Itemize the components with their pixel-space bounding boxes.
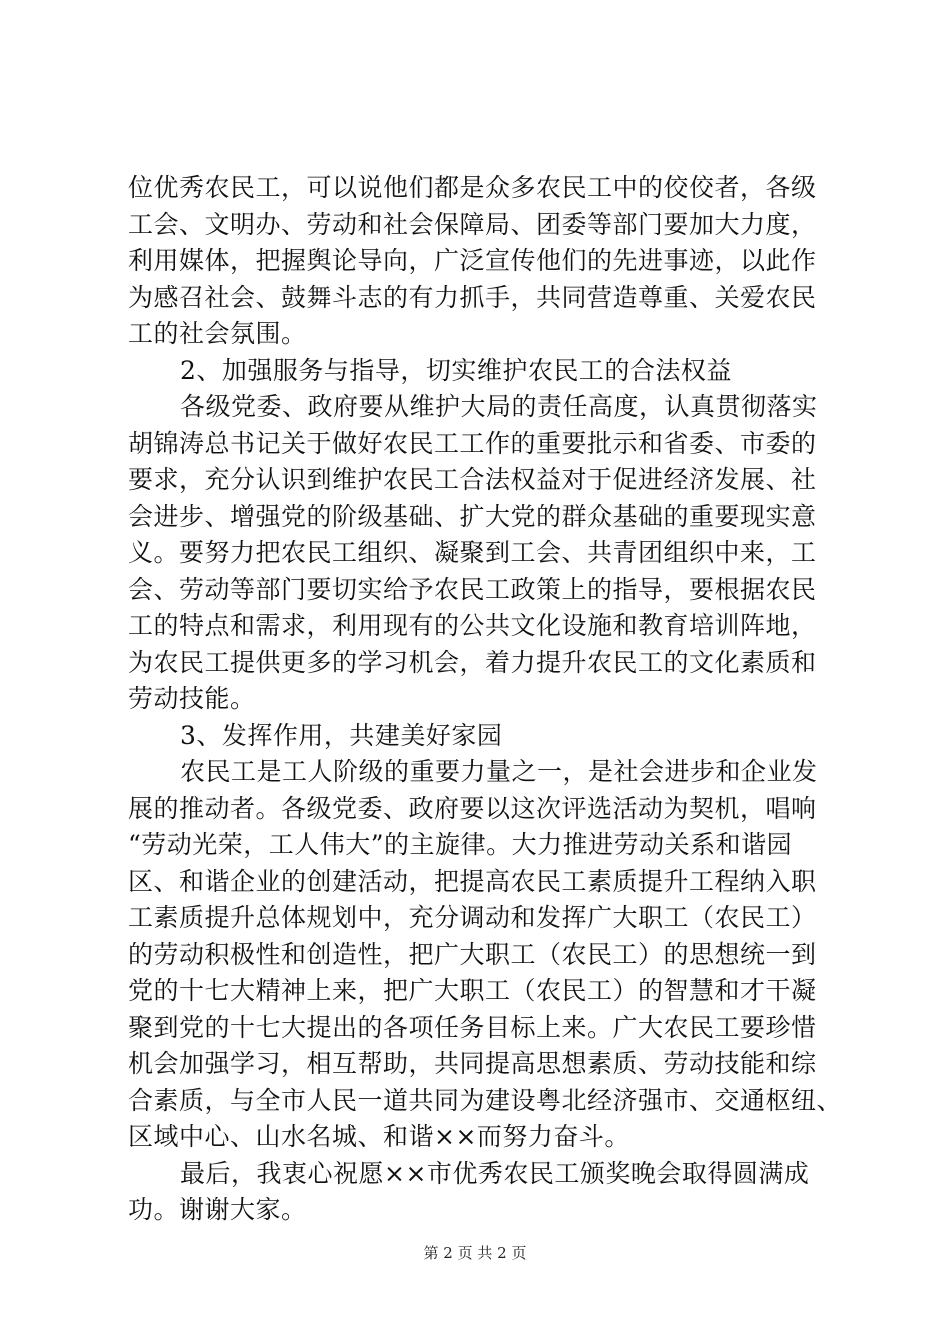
body-line: 为农民工提供更多的学习机会，着力提升农民工的文化素质和 bbox=[128, 647, 817, 677]
body-line: 要求，充分认识到维护农民工合法权益对于促进经济发展、社 bbox=[128, 465, 817, 494]
body-line: 工会、文明办、劳动和社会保障局、团委等部门要加大力度， bbox=[128, 209, 817, 239]
body-line: 工的特点和需求，利用现有的公共文化设施和教育培训阵地， bbox=[128, 611, 817, 640]
body-line: 利用媒体，把握舆论导向，广泛宣传他们的先进事迹，以此作 bbox=[128, 246, 817, 275]
body-line: 农民工是工人阶级的重要力量之一，是社会进步和企业发 bbox=[180, 757, 818, 786]
body-line: 展的推动者。各级党委、政府要以这次评选活动为契机，唱响 bbox=[128, 793, 817, 823]
body-line: 劳动技能。 bbox=[128, 684, 256, 713]
page-number-footer: 第 2 页 共 2 页 bbox=[423, 1244, 527, 1262]
body-line: “劳动光荣，工人伟大”的主旋律。大力推进劳动关系和谐园 bbox=[128, 830, 793, 859]
body-line: 功。谢谢大家。 bbox=[128, 1195, 307, 1224]
body-line: 胡锦涛总书记关于做好农民工工作的重要批示和省委、市委的 bbox=[128, 428, 817, 458]
body-line: 为感召社会、鼓舞斗志的有力抓手，共同营造尊重、关爱农民 bbox=[128, 282, 817, 312]
section-heading: 2、加强服务与指导，切实维护农民工的合法权益 bbox=[180, 355, 732, 385]
body-line: 最后，我衷心祝愿××市优秀农民工颁奖晚会取得圆满成 bbox=[180, 1158, 810, 1188]
body-line: 区、和谐企业的创建活动，把提高农民工素质提升工程纳入职 bbox=[128, 866, 817, 896]
body-line: 各级党委、政府要从维护大局的责任高度，认真贯彻落实 bbox=[180, 392, 818, 421]
body-line: 工的社会氛围。 bbox=[128, 319, 307, 348]
body-line: 聚到党的十七大提出的各项任务目标上来。广大农民工要珍惜 bbox=[128, 1012, 817, 1042]
body-line: 的劳动积极性和创造性，把广大职工（农民工）的思想统一到 bbox=[128, 939, 817, 969]
body-line: 工素质提升总体规划中，充分调动和发挥广大职工（农民工） bbox=[128, 903, 817, 932]
body-line: 区域中心、山水名城、和谐××而努力奋斗。 bbox=[128, 1122, 630, 1151]
body-line: 机会加强学习，相互帮助，共同提高思想素质、劳动技能和综 bbox=[128, 1049, 817, 1078]
body-line: 会进步、增强党的阶级基础、扩大党的群众基础的重要现实意 bbox=[128, 501, 817, 531]
body-line: 义。要努力把农民工组织、凝聚到工会、共青团组织中来，工 bbox=[128, 538, 817, 567]
document-body bbox=[128, 170, 848, 1229]
body-line: 会、劳动等部门要切实给予农民工政策上的指导，要根据农民 bbox=[128, 574, 817, 604]
body-line: 位优秀农民工，可以说他们都是众多农民工中的佼佼者，各级 bbox=[128, 173, 817, 202]
section-heading: 3、发挥作用，共建美好家园 bbox=[180, 720, 503, 750]
body-line: 合素质，与全市人民一道共同为建设粤北经济强市、交通枢纽、 bbox=[128, 1085, 843, 1115]
body-line: 党的十七大精神上来，把广大职工（农民工）的智慧和才干凝 bbox=[128, 976, 817, 1005]
